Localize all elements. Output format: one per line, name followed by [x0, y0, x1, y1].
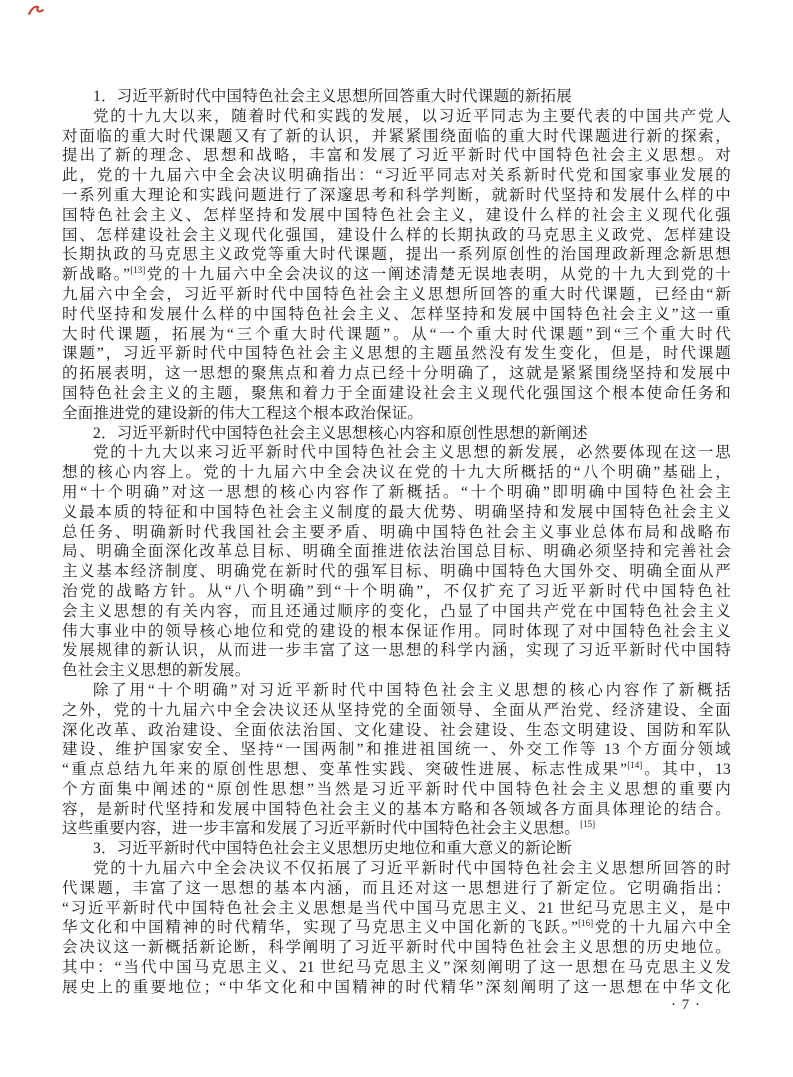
body-text-line: 课题”，习近平新时代中国特色社会主义思想的主题虽然没有发生变化，但是，时代课题: [62, 345, 731, 363]
body-text-line: 深化改革、政治建设、全面依法治国、文化建设、社会建设、生态文明建设、国防和军队: [62, 721, 731, 739]
footnote-ref: [13]: [130, 265, 146, 276]
body-text-line: 义最本质的特征和中国特色社会主义制度的最大优势、明确坚持和发展中国特色社会主义: [62, 503, 731, 521]
body-text-line: 国、怎样建设社会主义现代化强国，建设什么样的长期执政的马克思主义政党、怎样建设: [62, 226, 731, 244]
body-text-line: 时代坚持和发展什么样的中国特色社会主义、怎样坚持和发展中国特色社会主义”这一重: [62, 305, 731, 323]
section-heading: 3．习近平新时代中国特色社会主义思想历史地位和重大意义的新论断: [93, 840, 572, 858]
body-text-line: 党的十九大以来习近平新时代中国特色社会主义思想的新发展，必然要体现在这一思: [93, 444, 731, 462]
body-text-line: 此，党的十九届六中全会决议明确指出：“习近平同志对关系新时代党和国家事业发展的: [62, 167, 731, 185]
body-text-line: 之外，党的十九届六中全会决议还从坚持党的全面领导、全面从严治党、经济建设、全面: [62, 701, 731, 719]
body-text-line: 建设、维护国家安全、坚持“一国两制”和推进祖国统一、外交工作等 13 个方面分领域: [62, 741, 731, 759]
body-text-line: 总任务、明确新时代我国社会主要矛盾、明确中国特色社会主义事业总体布局和战略布: [62, 523, 731, 541]
body-text-line: 治党的战略方针。从“八个明确”到“十个明确”，不仅扩充了习近平新时代中国特色社: [62, 582, 731, 600]
body-text-line: 用“十个明确”对这一思想的核心内容作了新概括。“十个明确”即明确中国特色社会主: [62, 483, 731, 501]
page-number: · 7 ·: [671, 997, 701, 1013]
body-text-line: 一系列重大理论和实践问题进行了深邃思考和科学判断，就新时代坚持和发展什么样的中: [62, 186, 731, 204]
body-text-line: 色社会主义思想的新发展。: [62, 662, 251, 680]
body-text-line: “重点总结九年来的原创性思想、变革性实践、突破性进展、标志性成果”[14]。其中，13: [62, 759, 731, 779]
body-text-line: 主义基本经济制度、明确党在新时代的强军目标、明确中国特色大国外交、明确全面从严: [62, 563, 731, 581]
body-text-line: 的拓展表明，这一思想的聚焦点和着力点已经十分明确了，这就是紧紧围绕坚持和发展中: [62, 365, 731, 383]
body-text-line: 发展规律的新认识，从而进一步丰富了这一思想的科学内涵，实现了习近平新时代中国特: [62, 642, 731, 660]
body-text-line: 代课题，丰富了这一思想的基本内涵，而且还对这一思想进行了新定位。它明确指出：: [62, 879, 731, 897]
body-text-line: 华文化和中国精神的时代精华，实现了马克思主义中国化新的飞跃。”[16]党的十九届六中全: [62, 918, 731, 937]
footnote-ref: [16]: [578, 918, 594, 929]
body-text-line: 局、明确全面深化改革总目标、明确全面推进依法治国总目标、明确必须坚持和完善社会: [62, 543, 731, 561]
body-text-line: 这些重要内容，进一步丰富和发展了习近平新时代中国特色社会主义思想。[15]: [62, 819, 596, 838]
body-text-line: 国特色社会主义的主题，聚焦和着力于全面建设社会主义现代化强国这个根本使命任务和: [62, 384, 731, 402]
section-heading: 2．习近平新时代中国特色社会主义思想核心内容和原创性思想的新阐述: [93, 424, 588, 442]
body-text-line: 九届六中全会，习近平新时代中国特色社会主义思想所回答的重大时代课题，已经由“新: [62, 285, 731, 303]
body-text-line: 除了用“十个明确”对习近平新时代中国特色社会主义思想的核心内容作了新概括: [93, 681, 731, 699]
footnote-ref: [15]: [580, 819, 596, 830]
body-text-line: 会主义思想的有关内容，而且还通过顺序的变化，凸显了中国共产党在中国特色社会主义: [62, 602, 731, 620]
body-text-line: 党的十九大以来，随着时代和实践的发展，以习近平同志为主要代表的中国共产党人: [93, 107, 731, 125]
body-text-line: 会决议这一新概括新论断，科学阐明了习近平新时代中国特色社会主义思想的历史地位。: [62, 939, 731, 957]
body-text-line: 对面临的重大时代课题又有了新的认识，并紧紧围绕面临的重大时代课题进行新的探索，: [62, 127, 731, 145]
body-text-line: 容，是新时代坚持和发展中国特色社会主义的基本方略和各领域各方面具体理论的结合。: [62, 800, 731, 818]
body-text-line: “习近平新时代中国特色社会主义思想是当代中国马克思主义、21 世纪马克思主义，是中: [62, 899, 731, 917]
body-text-line: 伟大事业中的领导核心地位和党的建设的根本保证作用。同时体现了对中国特色社会主义: [62, 622, 731, 640]
section-heading: 1．习近平新时代中国特色社会主义思想所回答重大时代课题的新拓展: [93, 88, 572, 105]
red-pen-mark-icon: [26, 4, 46, 20]
document-content: [62, 87, 731, 998]
body-text-line: 国特色社会主义、怎样坚持和发展中国特色社会主义，建设什么样的社会主义现代化强: [62, 206, 731, 224]
body-text-line: 展史上的重要地位；“中华文化和中国精神的时代精华”深刻阐明了这一思想在中华文化: [62, 978, 731, 996]
body-text-line: 提出了新的理念、思想和战略，丰富和发展了习近平新时代中国特色社会主义思想。对: [62, 147, 731, 165]
body-text-line: 长期执政的马克思主义政党等重大时代课题，提出一系列原创性的治国理政新理念新思想: [62, 246, 731, 264]
body-text-line: 新战略。”[13]党的十九届六中全会决议的这一阐述清楚无误地表明，从党的十九大到党的十: [62, 265, 731, 284]
footnote-ref: [14]: [627, 759, 643, 770]
body-text-line: 党的十九届六中全会决议不仅拓展了习近平新时代中国特色社会主义思想所回答的时: [93, 860, 731, 878]
body-text-line: 个方面集中阐述的“原创性思想”当然是习近平新时代中国特色社会主义思想的重要内: [62, 780, 731, 798]
body-text-line: 其中：“当代中国马克思主义、21 世纪马克思主义”深刻阐明了这一思想在马克思主义发: [62, 959, 731, 977]
body-text-line: 想的核心内容上。党的十九届六中全会决议在党的十九大所概括的“八个明确”基础上，: [62, 464, 731, 482]
red-pen-stroke: [29, 7, 43, 14]
body-text-line: 全面推进党的建设新的伟大工程这个根本政治保证。: [62, 404, 424, 422]
body-text-line: 大时代课题，拓展为“三个重大时代课题”。从“一个重大时代课题”到“三个重大时代: [62, 325, 731, 343]
